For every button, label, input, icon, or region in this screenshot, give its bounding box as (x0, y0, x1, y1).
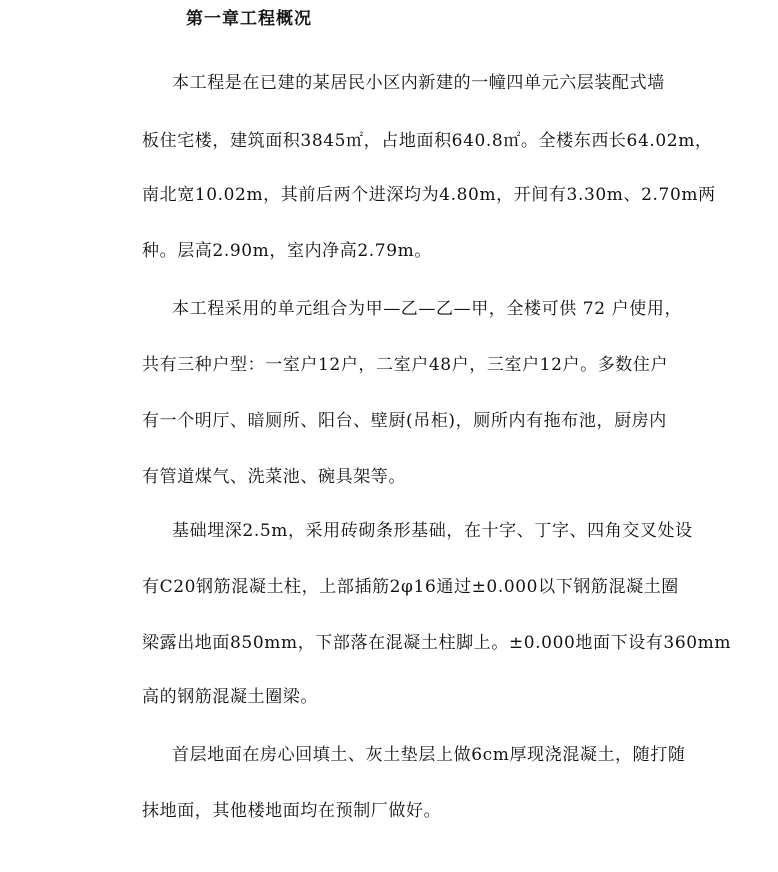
chapter-heading: 第一章工程概况 (186, 9, 312, 29)
paragraph-2-line-3: 有一个明厅、暗厕所、阳台、壁厨(吊柜)，厕所内有拖布池，厨房内 (142, 411, 667, 431)
paragraph-4-line-2: 抹地面，其他楼地面均在预制厂做好。 (142, 801, 442, 821)
paragraph-4-line-1: 首层地面在房心回填土、灰土垫层上做6cm厚现浇混凝土，随打随 (172, 745, 686, 765)
paragraph-3-line-2: 有C20钢筋混凝土柱，上部插筋2φ16通过±0.000以下钢筋混凝土圈 (142, 577, 679, 597)
paragraph-2-line-1: 本工程采用的单元组合为甲—乙—乙—甲，全楼可供 72 户使用， (172, 299, 683, 319)
paragraph-3-line-1: 基础埋深2.5m，采用砖砌条形基础，在十字、丁字、四角交叉处设 (172, 521, 693, 541)
paragraph-1-line-3: 南北宽10.02m，其前后两个进深均为4.80m，开间有3.30m、2.70m两 (142, 185, 716, 205)
paragraph-3-line-4: 高的钢筋混凝土圈梁。 (142, 687, 318, 707)
paragraph-3-line-3: 梁露出地面850mm，下部落在混凝土柱脚上。±0.000地面下设有360mm (142, 633, 732, 653)
paragraph-1-line-1: 本工程是在已建的某居民小区内新建的一幢四单元六层装配式墙 (172, 73, 665, 93)
paragraph-1-line-2: 板住宅楼，建筑面积3845㎡，占地面积640.8㎡。全楼东西长64.02m， (142, 131, 713, 151)
paragraph-1-line-4: 种。层高2.90m，室内净高2.79m。 (142, 241, 432, 261)
paragraph-2-line-2: 共有三种户型：一室户12户，二室户48户，三室户12户。多数住户 (142, 355, 669, 375)
paragraph-2-line-4: 有管道煤气、洗菜池、碗具架等。 (142, 467, 406, 487)
